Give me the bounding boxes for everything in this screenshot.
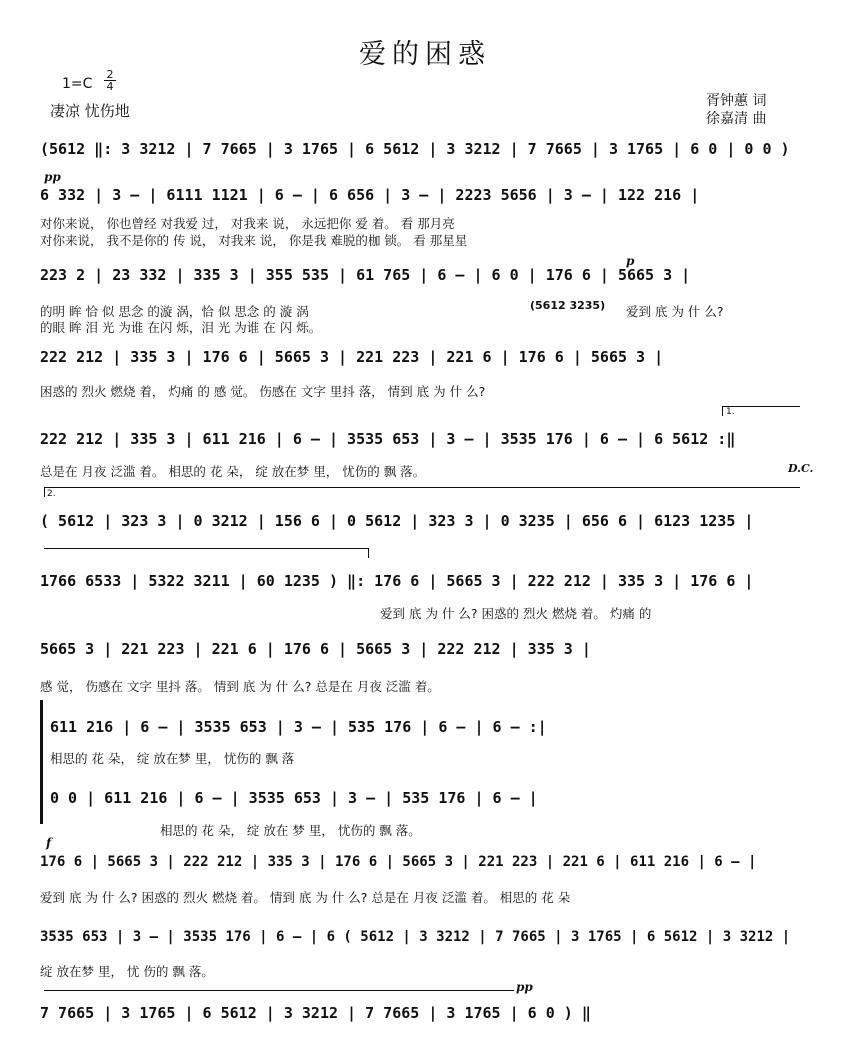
notation-row: 0 0 | 611 216 | 6 – | 3535 653 | 3 – | 535 176 | 6 – | bbox=[50, 789, 538, 807]
notation-row: ( 5612 | 323 3 | 0 3212 | 156 6 | 0 5612 | 323 3 | 0 3235 | 656 6 | 6123 1235 | bbox=[40, 512, 754, 530]
hr bbox=[44, 487, 800, 488]
notation-row: 176 6 | 5665 3 | 222 212 | 335 3 | 176 6 | 5665 3 | 221 223 | 221 6 | 611 216 | 6 – | bbox=[40, 854, 757, 870]
dynamic-mark: p bbox=[626, 254, 635, 268]
song-title: 爱的困惑 bbox=[359, 39, 491, 70]
lyric-line: 爱到 底 为 什 么? bbox=[626, 304, 724, 319]
da-capo-mark: D.C. bbox=[788, 462, 814, 475]
two-voice-brace bbox=[40, 700, 47, 824]
notation-row: 222 212 | 335 3 | 176 6 | 5665 3 | 221 223 | 221 6 | 176 6 | 5665 3 | bbox=[40, 348, 664, 366]
notation-row: (5612 ‖: 3 3212 | 7 7665 | 3 1765 | 6 5612 | 3 3212 | 7 7665 | 3 1765 | 6 0 | 0 0 ) bbox=[40, 140, 790, 158]
lyric-line: 绽 放在梦 里， 忧 伤的 飘 落。 bbox=[40, 964, 214, 979]
dynamic-mark: pp bbox=[516, 980, 533, 994]
vr bbox=[44, 487, 45, 497]
meter-bottom: 4 bbox=[106, 80, 114, 93]
tempo-marking: 凄凉 忧伤地 bbox=[50, 102, 130, 120]
notation-row: 7 7665 | 3 1765 | 6 5612 | 3 3212 | 7 7665 | 3 1765 | 6 0 ) ‖ bbox=[40, 1004, 591, 1022]
time-signature bbox=[104, 69, 116, 92]
lyric-line: 对你来说， 你也曾经 对我爱 过， 对我来 说， 永远把你 爱 着。 看 那月亮 bbox=[40, 216, 455, 231]
volta-1-label: 1. bbox=[726, 407, 735, 417]
vr bbox=[368, 548, 369, 558]
hr bbox=[44, 990, 514, 991]
hr bbox=[44, 548, 368, 549]
lyric-line: 的明 眸 恰 似 思念 的漩 涡，恰 似 思念 的 漩 涡 bbox=[40, 304, 309, 319]
lyric-line: 对你来说， 我不是你的 传 说， 对我来 说， 你是我 难脱的枷 锁。 看 那星星 bbox=[40, 233, 468, 248]
lyric-line: 爱到 底 为 什 么? 困惑的 烈火 燃烧 着。 情到 底 为 什 么? 总是在 月夜 泛滥 着。 相思的 花 朵 bbox=[40, 890, 571, 905]
notation-row: 611 216 | 6 – | 3535 653 | 3 – | 535 176 | 6 – | 6 – :| bbox=[50, 718, 547, 736]
key-signature: 1=C bbox=[62, 76, 93, 92]
lyricist-credit: 胥钟蕙 词 bbox=[706, 93, 767, 109]
notation-row: 3535 653 | 3 – | 3535 176 | 6 – | 6 ( 5612 | 3 3212 | 7 7665 | 3 1765 | 6 5612 | 3 3212 | bbox=[40, 929, 791, 945]
notation-row: 6 332 | 3 – | 6111 1121 | 6 – | 6 656 | 3 – | 2223 5656 | 3 – | 122 216 | bbox=[40, 186, 700, 204]
lyric-inline-notes: (5612 3235) bbox=[530, 299, 606, 312]
lyric-line: 总是在 月夜 泛滥 着。 相思的 花 朵， 绽 放在梦 里， 忧伤的 飘 落。 bbox=[40, 464, 426, 479]
lyric-line: 相思的 花 朵， 绽 放在 梦 里， 忧伤的 飘 落。 bbox=[160, 823, 421, 838]
lyric-line: 爱到 底 为 什 么? 困惑的 烈火 燃烧 着。 灼痛 的 bbox=[380, 606, 652, 621]
lyric-line: 的眼 眸 泪 光 为谁 在闪 烁，泪 光 为谁 在 闪 烁。 bbox=[40, 320, 322, 335]
notation-row: 1766 6533 | 5322 3211 | 60 1235 ) ‖: 176 6 | 5665 3 | 222 212 | 335 3 | 176 6 | bbox=[40, 572, 754, 590]
volta-2-label: 2. bbox=[47, 489, 56, 499]
meter-top: 2 bbox=[104, 69, 116, 81]
composer-credit: 徐嘉清 曲 bbox=[706, 111, 767, 127]
notation-row: 223 2 | 23 332 | 335 3 | 355 535 | 61 765 | 6 – | 6 0 | 176 6 | 5665 3 | bbox=[40, 266, 691, 284]
lyric-line: 感 觉， 伤感在 文字 里抖 落。 情到 底 为 什 么? 总是在 月夜 泛滥 着。 bbox=[40, 679, 440, 694]
dynamic-mark: pp bbox=[44, 170, 61, 184]
lyric-line: 相思的 花 朵， 绽 放在梦 里， 忧伤的 飘 落 bbox=[50, 751, 295, 766]
dynamic-mark: f bbox=[46, 836, 52, 850]
vr bbox=[722, 406, 723, 416]
notation-row: 222 212 | 335 3 | 611 216 | 6 – | 3535 653 | 3 – | 3535 176 | 6 – | 6 5612 :‖ bbox=[40, 430, 736, 448]
notation-row: 5665 3 | 221 223 | 221 6 | 176 6 | 5665 3 | 222 212 | 335 3 | bbox=[40, 640, 591, 658]
lyric-line: 困惑的 烈火 燃烧 着， 灼痛 的 感 觉。 伤感在 文字 里抖 落， 情到 底 为 什 么? bbox=[40, 384, 486, 399]
